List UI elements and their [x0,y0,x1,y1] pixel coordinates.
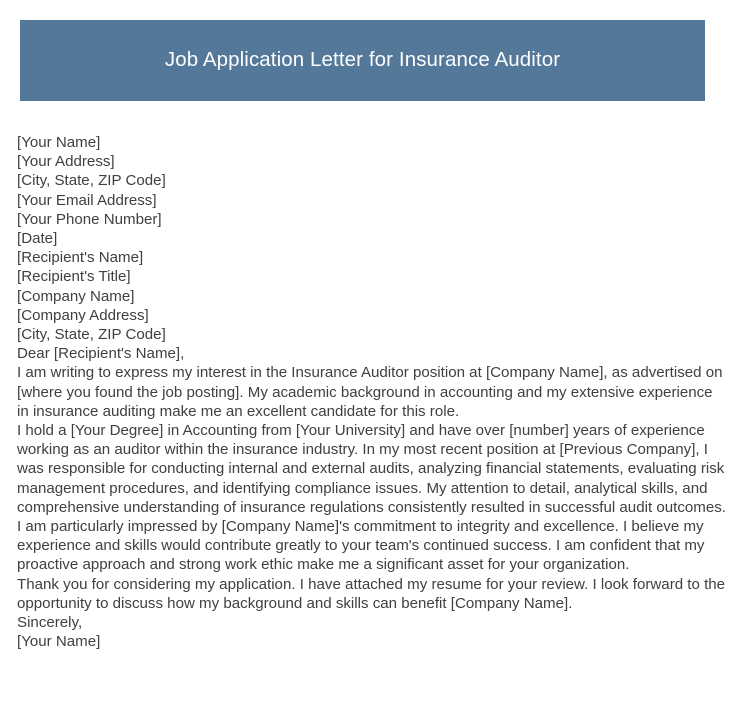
salutation: Dear [Recipient's Name], [17,345,185,363]
recipient-line-city: [City, State, ZIP Code] [17,326,166,344]
sender-line-address: [Your Address] [17,153,115,171]
closing-salutation: Sincerely, [17,614,83,632]
body-paragraph-4: Thank you for considering my application. I have attached my resume for your review. I look forward to the opportunity to discuss how my background and skills can benefit [Company Name]. [17,575,726,612]
sender-line-city: [City, State, ZIP Code] [17,172,166,190]
body-paragraph-1: I am writing to express my interest in the Insurance Auditor position at [Company Name], as advertised on [where you found the job posting]. My academic background in accounting and my extensive experience in insurance auditing make me an excellent candidate for this role. [17,364,723,420]
recipient-line-title: [Recipient's Title] [17,268,131,286]
page-title: Job Application Letter for Insurance Auditor [164,48,561,72]
body-paragraph-2: I hold a [Your Degree] in Accounting from [Your University] and have over [number] years of experience working as an auditor within the insurance industry. In my most recent position at [Previous Company], I was responsible for conducting internal and external audits, analyzing financial statements, evaluating risk management procedures, and identifying compliance issues. My attention to detail, analytical skills, and comprehensive understanding of insurance regulations consistently resulted in successful audit outcomes. [17,422,726,516]
document-header-banner [20,20,705,101]
sender-line-phone: [Your Phone Number] [17,210,162,228]
signature-name: [Your Name] [17,633,101,651]
recipient-line-name: [Recipient's Name] [17,249,144,267]
recipient-line-company: [Company Name] [17,287,135,305]
letter-body [17,133,727,651]
recipient-line-address: [Company Address] [17,306,149,324]
sender-address-block [17,133,727,248]
sender-line-email: [Your Email Address] [17,191,157,209]
recipient-address-block [17,248,727,344]
sender-line-date: [Date] [17,230,58,248]
body-paragraph-3: I am particularly impressed by [Company Name]'s commitment to integrity and excellence. I believe my experience and skills would contribute greatly to your team's continued success. I am confident that my proactive approach and strong work ethic make me a significant asset for your organization. [17,518,705,574]
sender-line-name: [Your Name] [17,134,101,151]
